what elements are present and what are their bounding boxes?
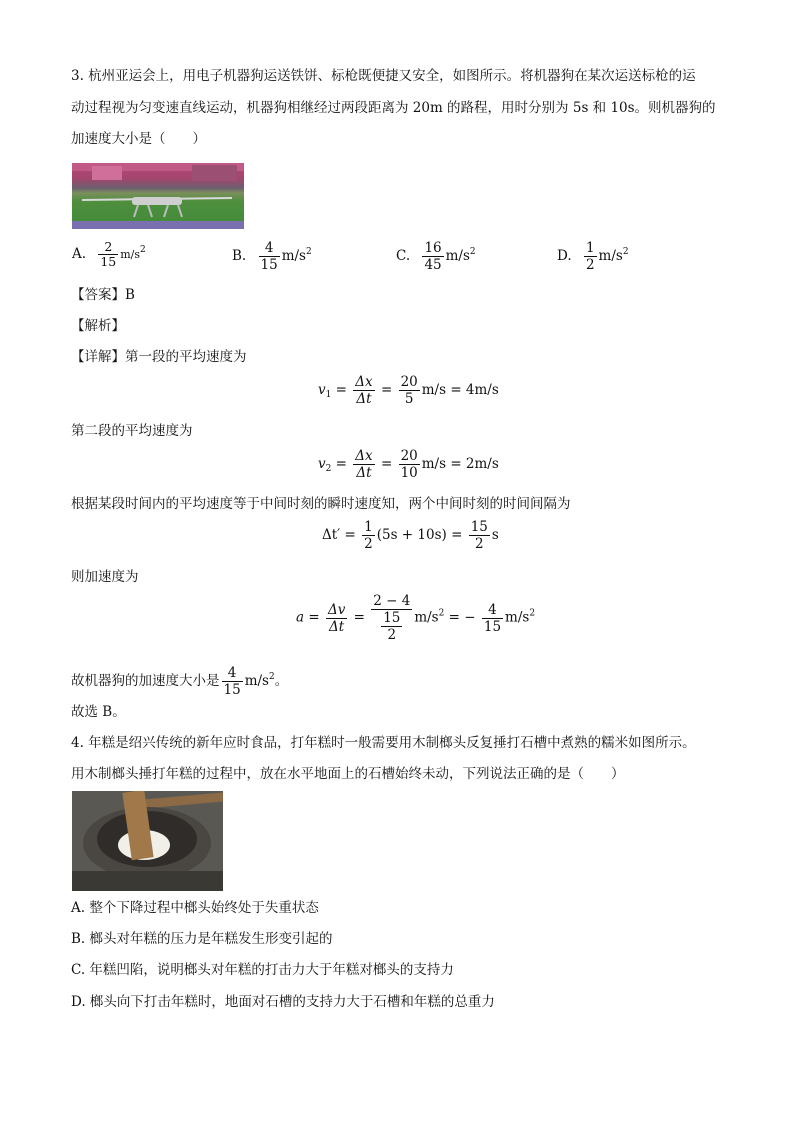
q3-option-d[interactable]: D. $\frac{1}{2}$ $m/s^2$ — [557, 240, 629, 273]
q3-option-c[interactable]: C. $\frac{16}{45}$ $m/s^2$ — [396, 240, 476, 273]
q3-conclusion: 故机器狗的加速度大小是 $\frac{4}{15}$ $m/s^2$。 — [71, 665, 289, 698]
equation-delta-t: Δt′ = $\frac{1}{2}$ (5s + 10s) = $\frac{15}{2}$ s — [322, 519, 499, 552]
q4-stem-line1: 4. 年糕是绍兴传统的新年应时食品，打年糕时一般需要用木制榔头反复捶打石槽中煮熟的糯米如图所示。 — [71, 735, 696, 751]
stone-mortar-photo — [72, 791, 223, 891]
q4-option-a[interactable]: A. 整个下降过程中榔头始终处于失重状态 — [71, 900, 319, 916]
equation-v1: $v_1$ = $\frac{\Delta x}{\Delta t}$ = $\frac{20}{5}$ m/s = 4m/s — [318, 374, 499, 407]
q3-analysis-label: 【解析】 — [71, 318, 125, 334]
equation-v2: $v_2$ = $\frac{\Delta x}{\Delta t}$ = $\frac{20}{10}$ m/s = 2m/s — [318, 448, 499, 481]
q3-mid-text: 根据某段时间内的平均速度等于中间时刻的瞬时速度知，两个中间时刻的时间间隔为 — [71, 496, 571, 512]
q3-stem-line1: 3. 杭州亚运会上，用电子机器狗运送铁饼、标枪既便捷又安全，如图所示。将机器狗在某次运送标枪的运 — [71, 68, 696, 84]
q4-option-b[interactable]: B. 榔头对年糕的压力是年糕发生形变引起的 — [71, 931, 333, 947]
q4-option-d[interactable]: D. 榔头向下打击年糕时，地面对石槽的支持力大于石槽和年糕的总重力 — [71, 994, 495, 1010]
q4-stem-line2: 用木制榔头捶打年糕的过程中，放在水平地面上的石槽始终未动，下列说法正确的是（ ） — [71, 766, 625, 782]
q3-option-b[interactable]: B. $\frac{4}{15}$ $m/s^2$ — [232, 240, 312, 273]
equation-acceleration: a = $\frac{\Delta v}{\Delta t}$ = $\frac{2 - 4}{\frac{15}{2}}$ $m/s^2$ = − $\frac{4}{15}$ $m/s^2$ — [296, 593, 536, 643]
robot-dog-photo — [72, 163, 244, 229]
q3-stem-line2: 动过程视为匀变速直线运动，机器狗相继经过两段距离为 20m 的路程，用时分别为 5s 和 10s。则机器狗的 — [71, 100, 716, 116]
q3-answer: 【答案】B — [71, 287, 135, 303]
q3-option-a[interactable]: A. $\frac{2}{15}$ $m/s^2$ — [72, 239, 146, 269]
q3-accel-intro: 则加速度为 — [71, 569, 139, 585]
q3-choose: 故选 B。 — [71, 704, 126, 720]
q3-stem-line3: 加速度大小是（ ） — [71, 131, 206, 147]
q3-second-intro: 第二段的平均速度为 — [71, 423, 193, 439]
q4-option-c[interactable]: C. 年糕凹陷，说明榔头对年糕的打击力大于年糕对榔头的支持力 — [71, 962, 454, 978]
q3-detail-intro: 【详解】第一段的平均速度为 — [71, 349, 247, 365]
